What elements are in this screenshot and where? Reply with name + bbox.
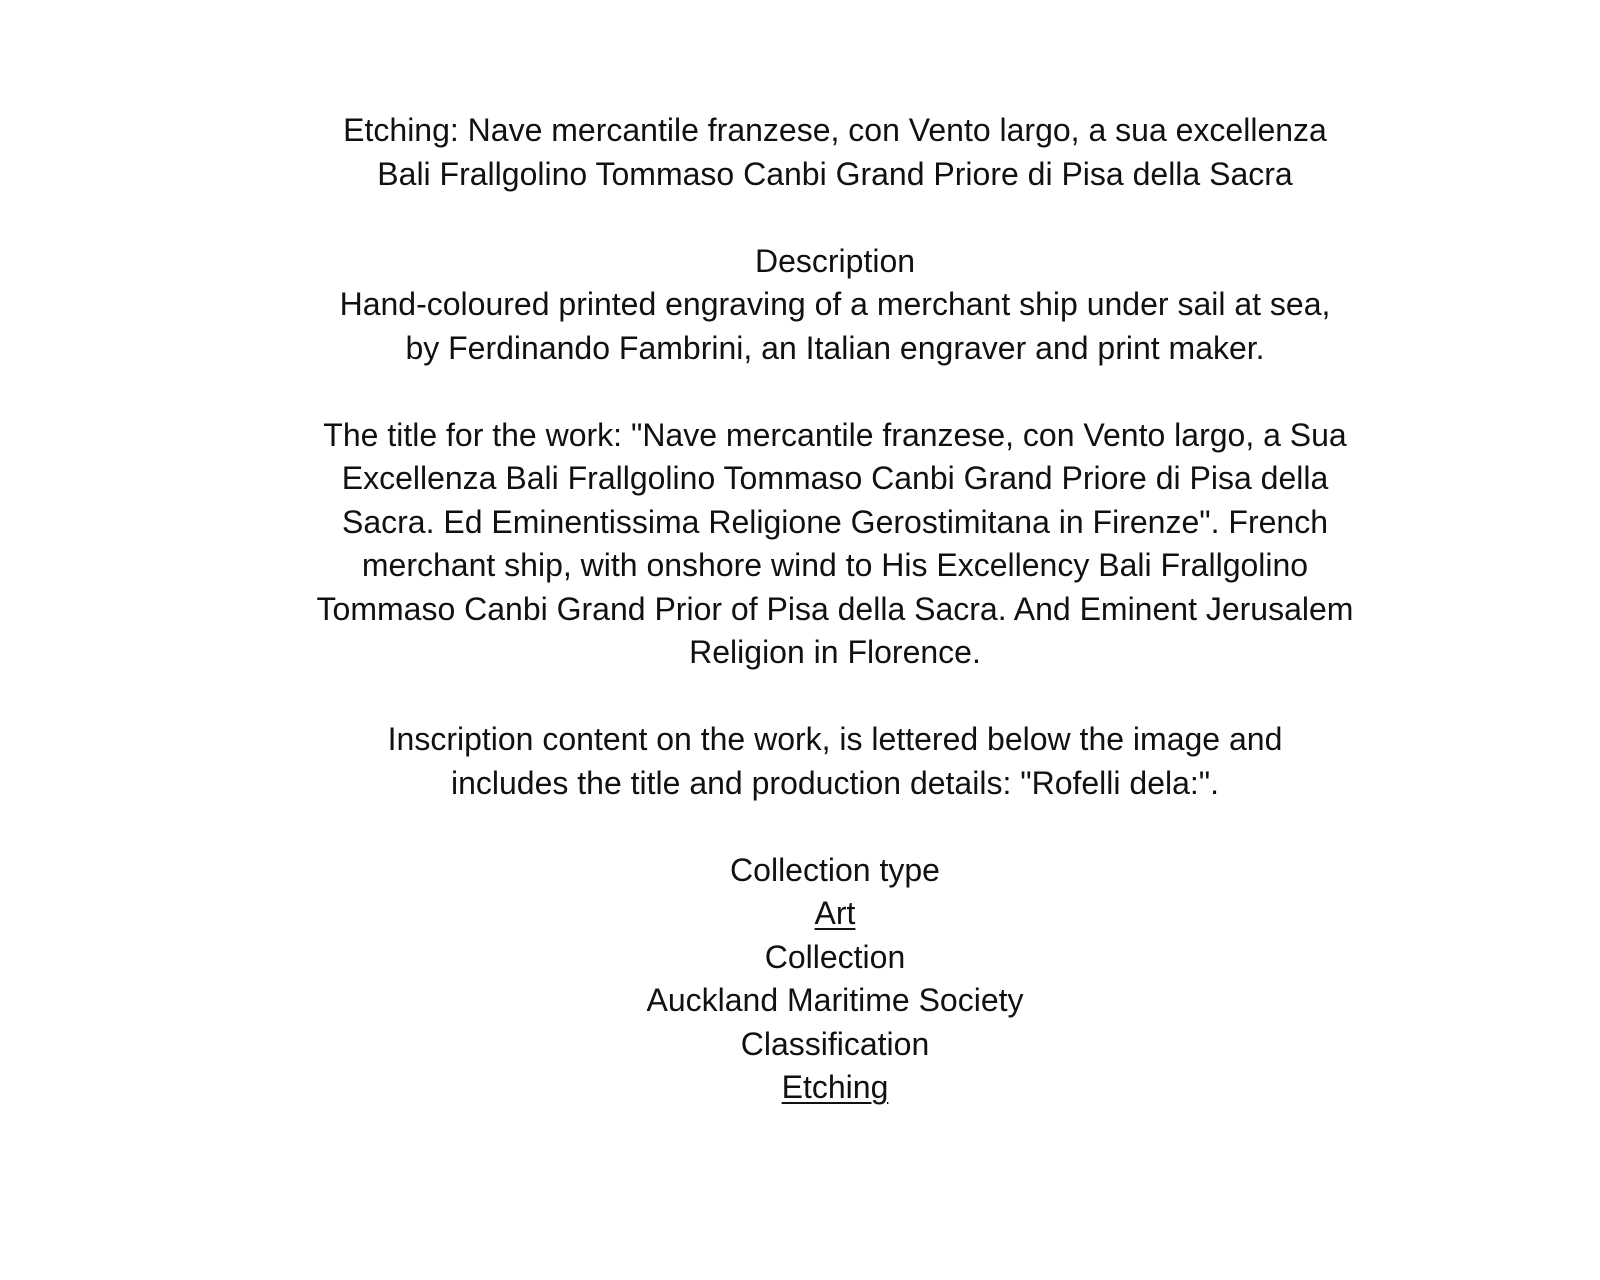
details-section	[280, 849, 1390, 1110]
work-title-line: The title for the work: "Nave mercantile franzese, con Vento largo, a Sua	[323, 416, 1347, 453]
collection-type-row	[280, 892, 1390, 936]
classification-label: Classification	[740, 1025, 930, 1062]
collection-value: Auckland Maritime Society	[646, 982, 1024, 1018]
collection-type-label: Collection type	[730, 851, 940, 888]
work-title-line: Excellenza Bali Frallgolino Tommaso Canbi Grand Priore di Pisa della	[341, 460, 1329, 496]
classification-row	[280, 1066, 1390, 1110]
collection-label: Collection	[764, 938, 906, 975]
work-title-section	[280, 414, 1390, 675]
item-title-line: Bali Frallgolino Tommaso Canbi Grand Priore di Pisa della Sacra	[377, 155, 1293, 192]
spacer	[280, 805, 1390, 849]
description-section	[280, 240, 1390, 371]
spacer	[280, 370, 1390, 414]
document-content	[280, 109, 1390, 1110]
work-title-line: Tommaso Canbi Grand Prior of Pisa della Sacra. And Eminent Jerusalem	[316, 590, 1354, 627]
description-line: Hand-coloured printed engraving of a merchant ship under sail at sea,	[339, 286, 1331, 322]
collection-type-link[interactable]: Art	[814, 895, 856, 931]
classification-link[interactable]: Etching	[781, 1069, 889, 1105]
spacer	[280, 196, 1390, 240]
spacer	[280, 675, 1390, 719]
item-title-line: Etching: Nave mercantile franzese, con Vento largo, a sua excellenza	[343, 112, 1327, 148]
work-title-line: Religion in Florence.	[689, 634, 981, 670]
inscription-line: Inscription content on the work, is lettered below the image and	[387, 721, 1283, 757]
item-title	[280, 109, 1390, 196]
description-line: by Ferdinando Fambrini, an Italian engraver and print maker.	[405, 329, 1265, 366]
work-title-line: merchant ship, with onshore wind to His Excellency Bali Frallgolino	[361, 547, 1309, 583]
description-heading: Description	[754, 242, 916, 279]
inscription-section	[280, 718, 1390, 805]
inscription-line: includes the title and production details: "Rofelli dela:".	[450, 764, 1220, 801]
work-title-line: Sacra. Ed Eminentissima Religione Gerostimitana in Firenze". French	[342, 503, 1328, 540]
